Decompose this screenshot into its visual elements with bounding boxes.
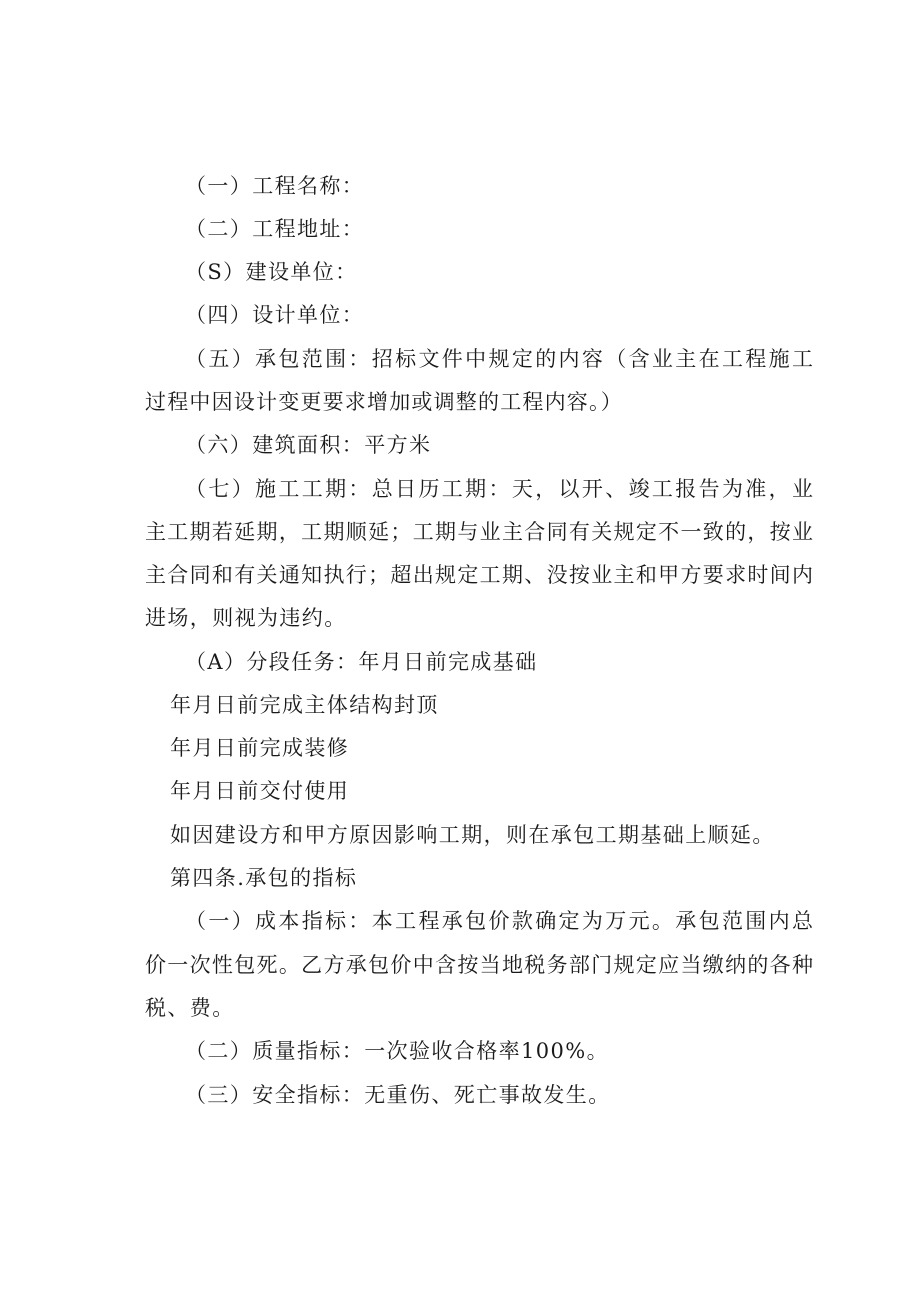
project-address-item: （二）工程地址： bbox=[185, 217, 365, 241]
design-unit-item: （四）设计单位： bbox=[185, 303, 365, 327]
milestone-item: 年月日前完成装修 bbox=[170, 736, 350, 760]
scope-line-2: 过程中因设计变更要求增加或调整的工程内容。） bbox=[145, 390, 623, 414]
project-name-item: （一）工程名称： bbox=[185, 174, 365, 198]
milestones-intro: （A）分段任务：年月日前完成基础 bbox=[185, 650, 538, 674]
article-heading: 第四条.承包的指标 bbox=[170, 866, 358, 890]
milestone-item: 年月日前交付使用 bbox=[170, 779, 350, 803]
schedule-line-4: 进场，则视为违约。 bbox=[145, 606, 347, 630]
cost-line-2: 价一次性包死。乙方承包价中含按当地税务部门规定应当缴纳的各种 bbox=[145, 953, 813, 977]
safety-item: （三）安全指标：无重伤、死亡事故发生。 bbox=[185, 1083, 611, 1107]
building-area-item: （六）建筑面积：平方米 bbox=[185, 433, 432, 457]
schedule-line-2: 主工期若延期，工期顺延；工期与业主合同有关规定不一致的，按业 bbox=[145, 520, 813, 544]
construction-unit-item: （S）建设单位： bbox=[185, 260, 358, 284]
quality-item: （二）质量指标：一次验收合格率100%。 bbox=[185, 1039, 610, 1063]
schedule-line-3: 主合同和有关通知执行；超出规定工期、没按业主和甲方要求时间内 bbox=[145, 563, 813, 587]
scope-line-1: （五）承包范围：招标文件中规定的内容（含业主在工程施工 bbox=[185, 347, 813, 371]
extension-clause: 如因建设方和甲方原因影响工期，则在承包工期基础上顺延。 bbox=[170, 823, 775, 847]
cost-line-3: 税、费。 bbox=[145, 996, 235, 1020]
milestone-item: 年月日前完成主体结构封顶 bbox=[170, 693, 439, 717]
schedule-line-1: （七）施工工期：总日历工期：天，以开、竣工报告为准，业 bbox=[185, 477, 813, 501]
cost-line-1: （一）成本指标：本工程承包价款确定为万元。承包范围内总 bbox=[185, 909, 813, 933]
